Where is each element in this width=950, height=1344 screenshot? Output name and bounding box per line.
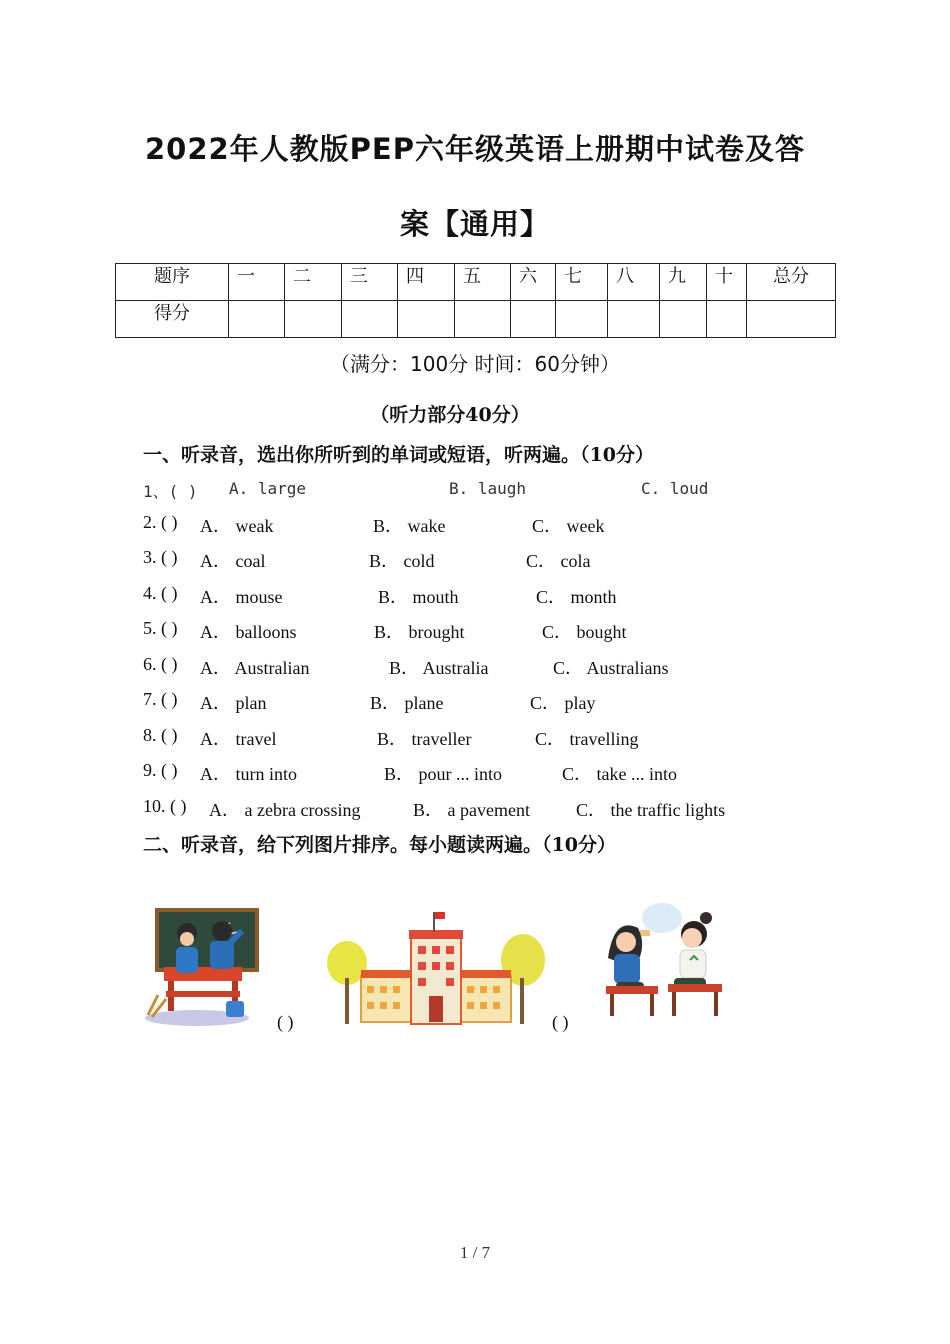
option-a: A. large xyxy=(229,479,307,498)
classroom-picture xyxy=(142,905,262,1027)
score-header-cell: 七 xyxy=(556,264,608,301)
option-b: B． mouth xyxy=(378,587,459,607)
option-b: B． brought xyxy=(374,622,465,642)
score-cell[interactable] xyxy=(398,301,455,338)
question-number[interactable]: 2. ( ) xyxy=(143,512,178,532)
picture-answer-blank[interactable]: ( ) xyxy=(277,1012,294,1032)
score-header-cell: 一 xyxy=(229,264,285,301)
score-header-cell: 题序 xyxy=(116,264,229,301)
option-c: C． bought xyxy=(542,622,627,642)
score-header-cell: 五 xyxy=(455,264,511,301)
full-mark-time: （满分：100分 时间：60分钟） xyxy=(330,352,620,376)
section-2-title: 二、听录音，给下列图片排序。每小题读两遍。（10分） xyxy=(143,834,616,856)
option-b: B． cold xyxy=(369,551,435,571)
score-cell[interactable] xyxy=(747,301,836,338)
question-number[interactable]: 4. ( ) xyxy=(143,583,178,603)
question-number[interactable]: 5. ( ) xyxy=(143,618,178,638)
score-header-cell: 三 xyxy=(342,264,398,301)
girls-talking-picture xyxy=(602,898,724,1026)
score-table-score-row xyxy=(116,301,836,338)
picture-answer-blank[interactable]: ( ) xyxy=(552,1012,569,1032)
score-header-cell: 二 xyxy=(285,264,342,301)
option-a: A． weak xyxy=(200,516,274,536)
question-number[interactable]: 6. ( ) xyxy=(143,654,178,674)
score-cell[interactable] xyxy=(556,301,608,338)
question-number[interactable]: 9. ( ) xyxy=(143,760,178,780)
option-a: A． travel xyxy=(200,729,277,749)
option-c: C． the traffic lights xyxy=(576,800,726,820)
score-cell[interactable] xyxy=(511,301,556,338)
option-a: A． turn into xyxy=(200,764,297,784)
score-header-cell: 九 xyxy=(660,264,707,301)
option-c: C． week xyxy=(532,516,605,536)
option-c: C． Australians xyxy=(553,658,669,678)
school-building-picture xyxy=(325,908,547,1028)
listening-heading: （听力部分40分） xyxy=(370,404,530,426)
option-b: B． a pavement xyxy=(413,800,530,820)
score-header-cell: 八 xyxy=(608,264,660,301)
score-table-header-row xyxy=(116,264,836,301)
score-cell[interactable] xyxy=(229,301,285,338)
question-number[interactable]: 7. ( ) xyxy=(143,689,178,709)
score-cell[interactable] xyxy=(608,301,660,338)
option-c: C． month xyxy=(536,587,617,607)
option-b: B． Australia xyxy=(389,658,489,678)
option-c: C． cola xyxy=(526,551,591,571)
page-number: 1 / 7 xyxy=(459,1243,491,1262)
section-1-title: 一、听录音，选出你所听到的单词或短语，听两遍。（10分） xyxy=(143,444,654,466)
score-table xyxy=(115,263,836,338)
option-a: A． a zebra crossing xyxy=(209,800,361,820)
score-header-cell: 四 xyxy=(398,264,455,301)
option-c: C． play xyxy=(530,693,596,713)
option-c: C． take ... into xyxy=(562,764,677,784)
option-a: A． plan xyxy=(200,693,267,713)
option-b: B． pour ... into xyxy=(384,764,503,784)
question-number[interactable]: 10. ( ) xyxy=(143,796,187,816)
score-cell[interactable] xyxy=(342,301,398,338)
page-title-line-2: 案【通用】 xyxy=(399,207,550,241)
score-row-label: 得分 xyxy=(116,301,229,338)
option-a: A． mouse xyxy=(200,587,283,607)
score-cell[interactable] xyxy=(455,301,511,338)
score-header-cell: 总分 xyxy=(747,264,836,301)
option-a: A． balloons xyxy=(200,622,297,642)
option-b: B． wake xyxy=(373,516,446,536)
option-c: C. loud xyxy=(641,479,709,498)
score-cell[interactable] xyxy=(285,301,342,338)
score-cell[interactable] xyxy=(660,301,707,338)
question-number[interactable]: 1、( ) xyxy=(143,482,198,501)
option-a: A． Australian xyxy=(200,658,310,678)
option-a: A． coal xyxy=(200,551,266,571)
score-cell[interactable] xyxy=(707,301,747,338)
question-number[interactable]: 3. ( ) xyxy=(143,547,178,567)
option-b: B． traveller xyxy=(377,729,472,749)
score-header-cell: 六 xyxy=(511,264,556,301)
option-c: C． travelling xyxy=(535,729,639,749)
option-b: B． plane xyxy=(370,693,444,713)
page-title-line-1: 2022年人教版PEP六年级英语上册期中试卷及答 xyxy=(144,132,806,166)
option-b: B. laugh xyxy=(449,479,527,498)
score-header-cell: 十 xyxy=(707,264,747,301)
question-number[interactable]: 8. ( ) xyxy=(143,725,178,745)
